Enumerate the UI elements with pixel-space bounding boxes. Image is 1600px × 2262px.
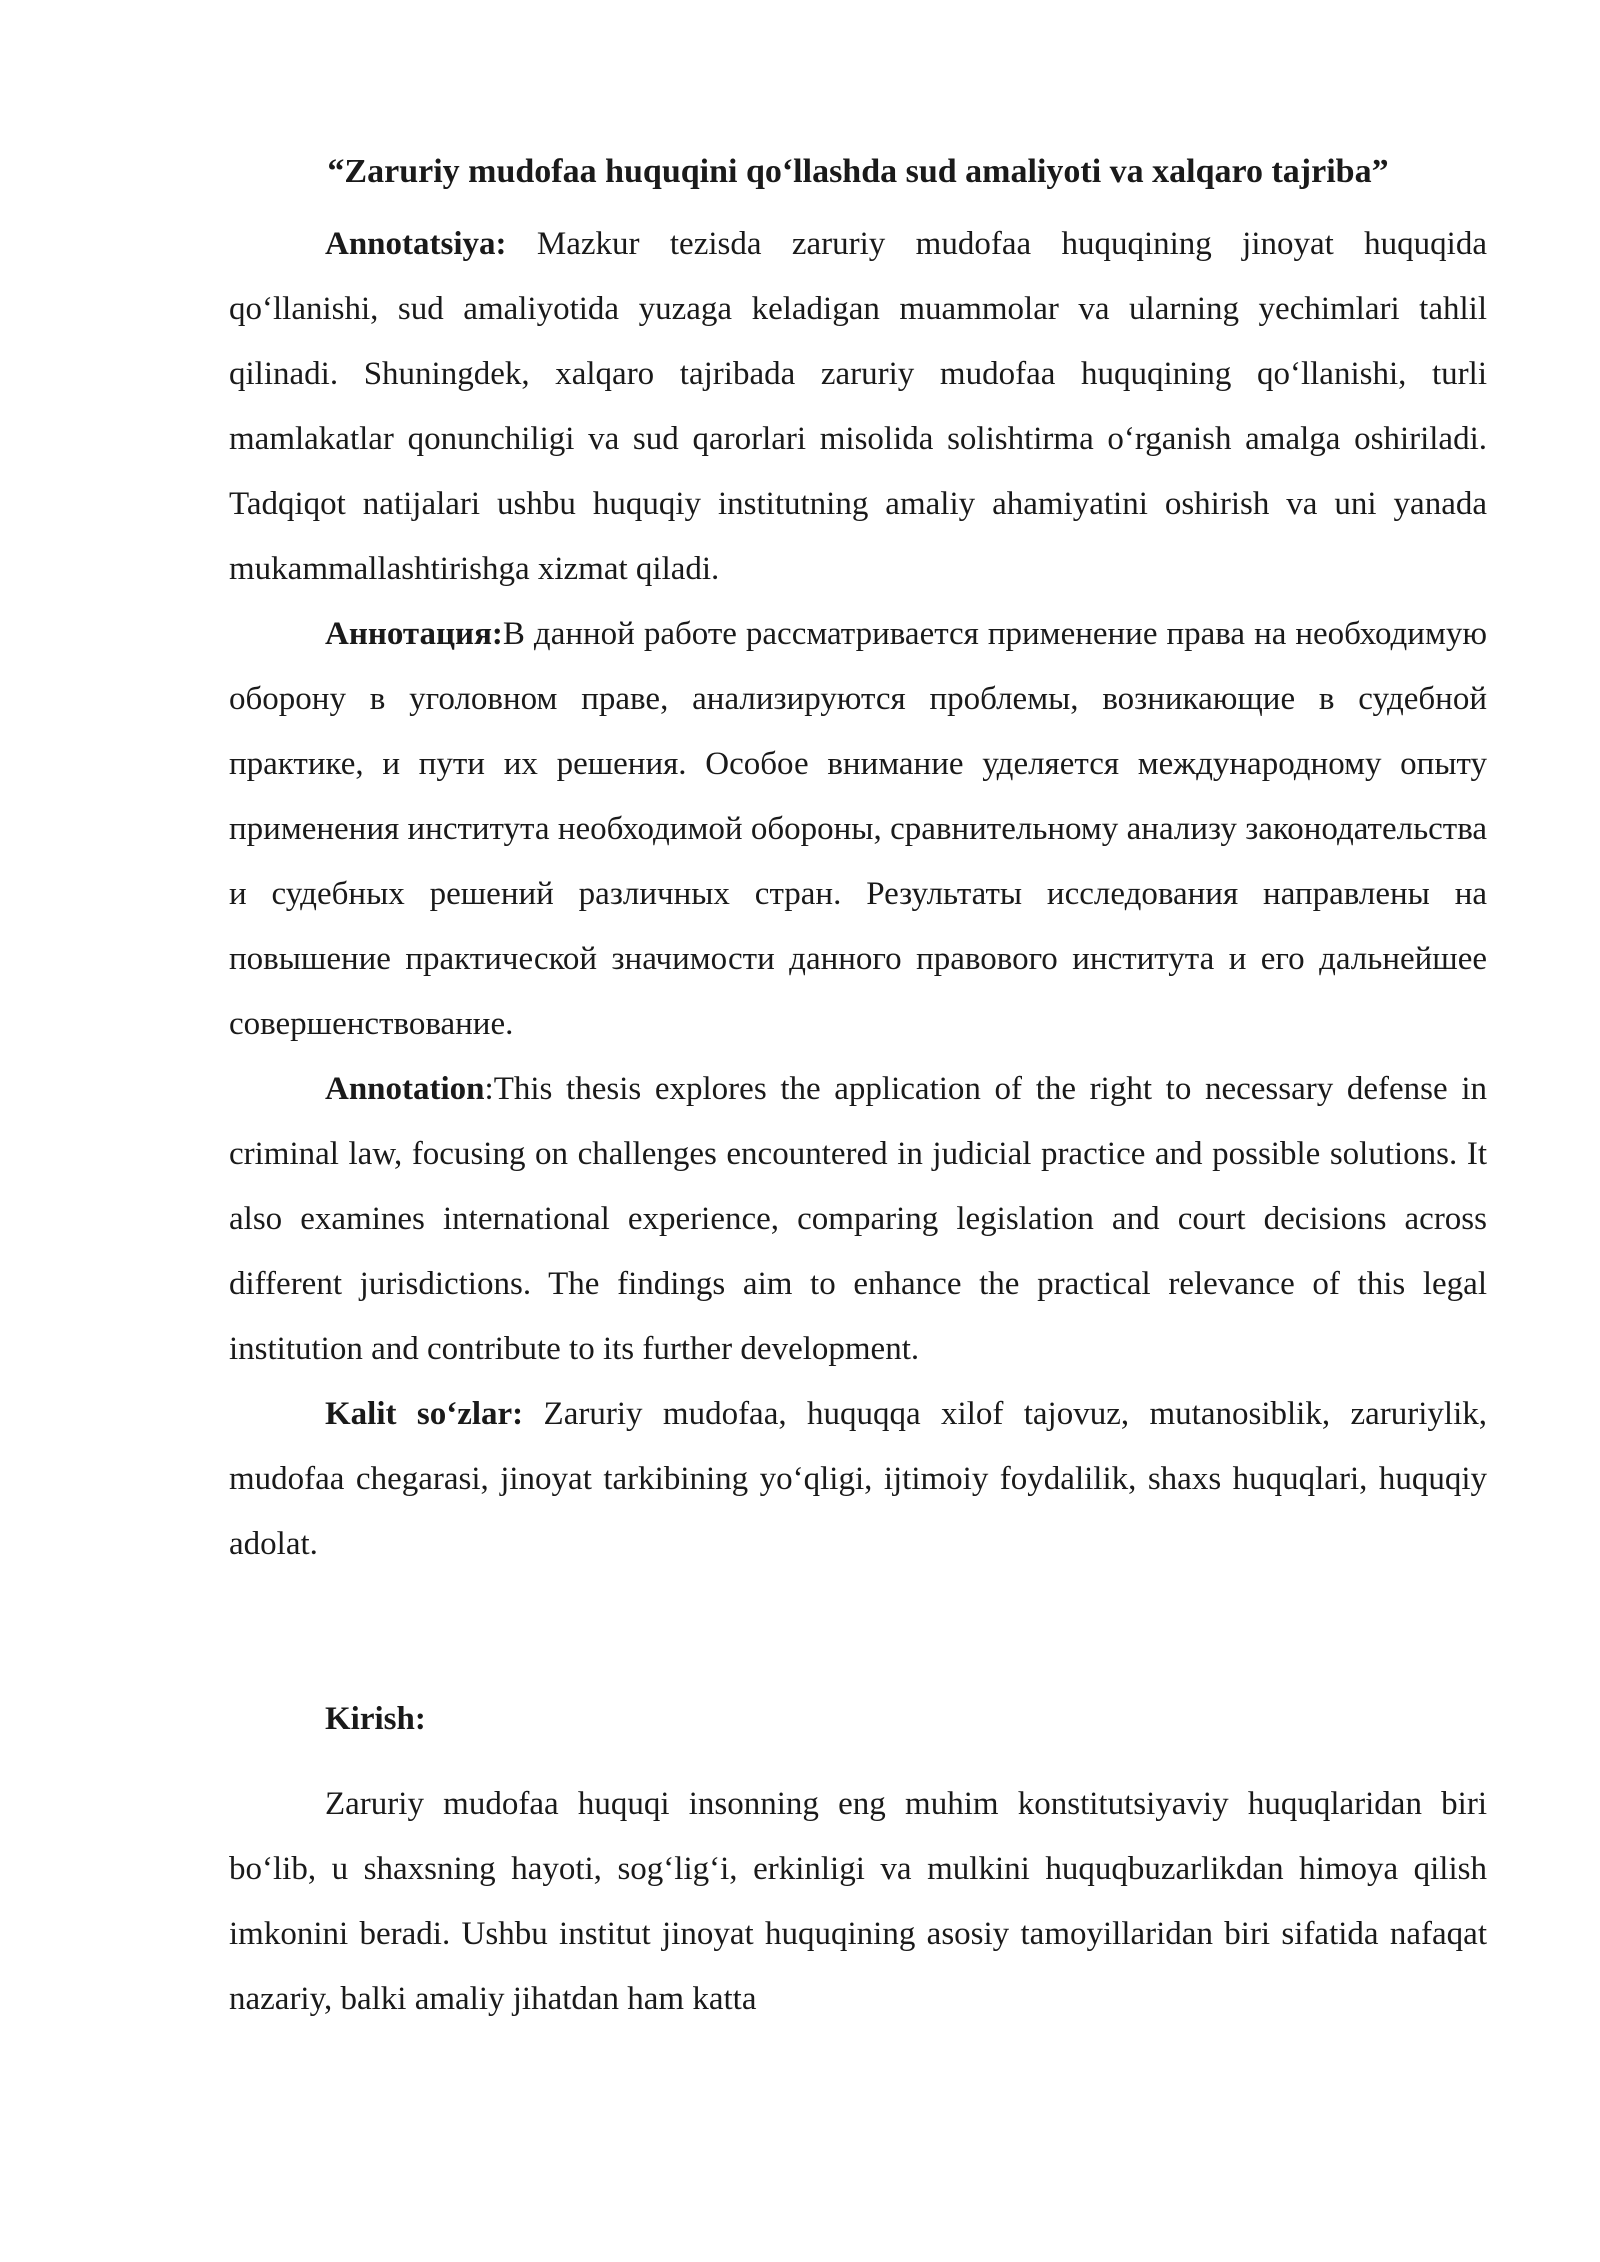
intro-heading: Kirish: — [325, 1701, 426, 1737]
keywords-text: Zaruriy mudofaa, huquqqa xilof tajovuz, mutanosiblik, zaruriylik, mudofaa chegarasi, jinoyat tarkibining yo‘qligi, ijtimoiy foydalilik, shaxs huquqlari, huquqiy adolat. — [229, 1396, 1487, 1562]
abstract-uz — [229, 212, 1487, 602]
intro-paragraph: Zaruriy mudofaa huquqi insonning eng muhim konstitutsiyaviy huquqlaridan biri bo‘lib, u shaxsning hayoti, sog‘lig‘i, erkinligi va mulkini huquqbuzarlikdan himoya qilish imkonini beradi. Ushbu institut jinoyat huquqining asosiy tamoyillaridan biri sifatida nafaqat nazariy, balki amaliy jihatdan ham katta — [229, 1786, 1487, 2017]
abstract-en — [229, 1057, 1487, 1382]
abstract-en-label: Annotation — [325, 1071, 485, 1107]
abstract-ru-text: В данной работе рассматривается применение права на необходимую оборону в уголовном праве, анализируются проблемы, возникающие в судебной практике, и пути их решения. Особое внимание уделяется международному опыту применения института необходимой обороны, сравнительному анализу законодательства и судебных решений различных стран. Результаты исследования направлены на повышение практической значимости данного правового института и его дальнейшее совершенствование. — [229, 616, 1487, 1042]
keywords-label: Kalit so‘zlar: — [325, 1396, 524, 1432]
abstract-ru — [229, 602, 1487, 1057]
keywords — [229, 1382, 1487, 1577]
abstract-uz-label: Annotatsiya: — [325, 226, 507, 262]
abstract-ru-label: Аннотация: — [325, 616, 503, 652]
document-page — [229, 150, 1487, 2032]
document-title: “Zaruriy mudofaa huquqini qo‘llashda sud amaliyoti va xalqaro tajriba” — [327, 153, 1389, 190]
section-spacer — [229, 1577, 1487, 1687]
abstract-en-text: :This thesis explores the application of the right to necessary defense in criminal law, focusing on challenges encountered in judicial practice and possible solutions. It also examines international experience, comparing legislation and court decisions across different jurisdictions. The findings aim to enhance the practical relevance of this legal institution and contribute to its further development. — [229, 1071, 1487, 1367]
abstract-uz-text: Mazkur tezisda zaruriy mudofaa huquqining jinoyat huquqida qo‘llanishi, sud amaliyotida yuzaga keladigan muammolar va ularning yechimlari tahlil qilinadi. Shuningdek, xalqaro tajribada zaruriy mudofaa huquqining qo‘llanishi, turli mamlakatlar qonunchiligi va sud qarorlari misolida solishtirma o‘rganish amalga oshiriladi. Tadqiqot natijalari ushbu huquqiy institutning amaliy ahamiyatini oshirish va uni yanada mukammallashtirishga xizmat qiladi. — [229, 226, 1487, 587]
